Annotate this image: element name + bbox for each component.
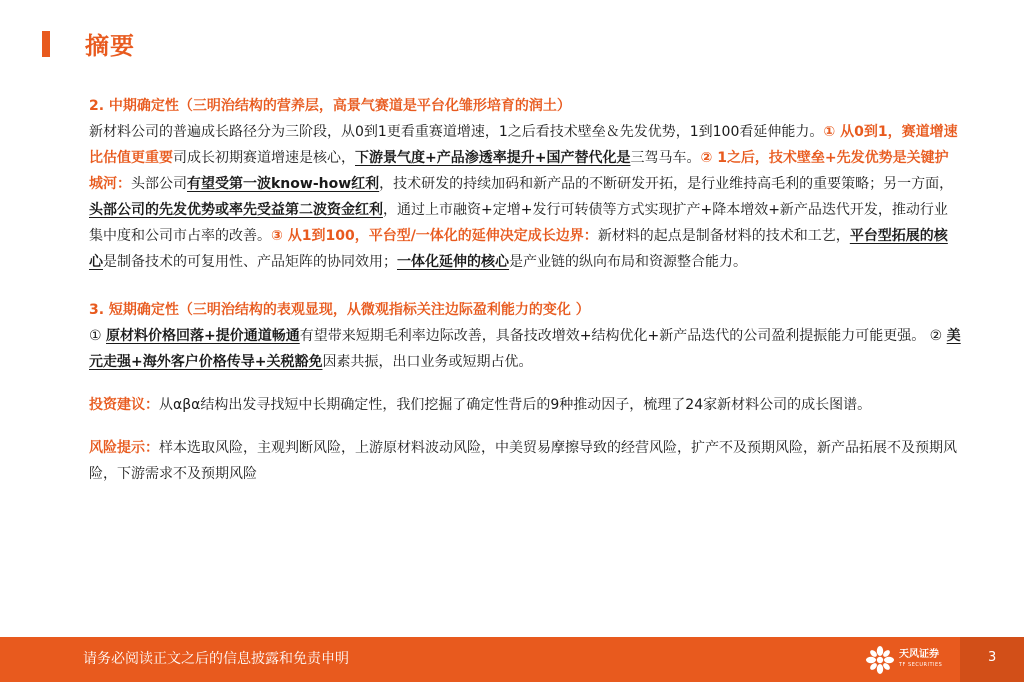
brand-name-en: TF SECURITIES	[899, 662, 943, 668]
footer-bar	[0, 637, 1024, 682]
risk-label: 风险提示：	[89, 440, 159, 456]
section3-paragraph	[89, 323, 961, 375]
disclaimer-text: 请务必阅读正文之后的信息披露和免责申明	[83, 651, 349, 667]
section2-text-1: 新材料公司的普遍成长路径分为三阶段，从0到1更看重赛道增速，1之后看技术壁垒＆先发优势，1到100看延伸能力。	[89, 124, 824, 140]
risk-paragraph	[89, 435, 961, 487]
section3-number-1: ①	[89, 328, 107, 344]
section2-text-3: 三驾马车。	[630, 150, 701, 166]
spacer	[89, 375, 961, 392]
section2-underline-5: 一体化延伸的核心	[397, 254, 509, 270]
risk-text: 样本选取风险，主观判断风险，上游原材料波动风险，中美贸易摩擦导致的经营风险，扩产不及预期风险，新产品拓展不及预期风险，下游需求不及预期风险	[89, 440, 957, 482]
section2-point-3-heading: ③ 从1到100，平台型/一体化的延伸决定成长边界：	[271, 228, 598, 244]
section3-underline-2: 美元走强+海外客户价格传导+关税豁免	[89, 328, 961, 370]
spacer	[89, 418, 961, 435]
section2-text-5: ，技术研发的持续加码和新产品的不断研发开拓，是行业维持高毛利的重要策略；另一方面，	[379, 176, 954, 192]
section2-text-9: 是产业链的纵向布局和资源整合能力。	[509, 254, 747, 270]
advice-text: 从αβα结构出发寻找短中长期确定性，我们挖掘了确定性背后的9种推动因子，梳理了24家新材料公司的成长图谱。	[159, 397, 872, 413]
section3-heading: 3. 短期确定性（三明治结构的表观显现，从微观指标关注边际盈利能力的变化 ）	[89, 302, 590, 318]
page-number: 3	[988, 650, 997, 665]
page-title: 摘要	[85, 32, 135, 60]
summary-content	[89, 93, 961, 487]
section3-underline-1: 原材料价格回落+提价通道畅通	[106, 328, 300, 344]
section2-text-6: ，通过上市融资+定增+发行可转债等方式实现扩产+降本增效+新产品迭代开发，推动行业集中度和公司市占率的改善。	[89, 202, 948, 244]
section2-underline-3: 头部公司的先发优势或率先受益第二波资金红利	[89, 202, 383, 218]
section2-heading: 2. 中期确定性（三明治结构的营养层，高景气赛道是平台化雏形培育的润土）	[89, 98, 571, 114]
advice-paragraph	[89, 392, 961, 418]
title-accent-bar	[42, 31, 50, 57]
section2-underline-1: 下游景气度+产品渗透率提升+国产替代化是	[355, 150, 631, 166]
section3-text-1: 有望带来短期毛利率边际改善，具备技改增效+结构优化+新产品迭代的公司盈利提振能力可能更强。	[299, 328, 926, 344]
section2-point-1-heading: ① 从0到1，赛道增速比估值更重要	[89, 124, 958, 166]
section3-text-2: 因素共振，出口业务或短期占优。	[322, 354, 533, 370]
section2-text-2: 司成长初期赛道增速是核心，	[173, 150, 355, 166]
section3-number-2: ②	[925, 328, 947, 344]
section2-text-8: 是制备技术的可复用性、产品矩阵的协同效用；	[103, 254, 397, 270]
tf-securities-logo-icon	[865, 645, 895, 675]
advice-label: 投资建议：	[89, 397, 159, 413]
section2-paragraph	[89, 119, 961, 275]
brand-name	[899, 649, 942, 671]
brand-name-cn: 天风证券	[899, 649, 939, 660]
section2-underline-2: 有望受第一波know-how红利	[187, 176, 380, 192]
section2-text-4: 头部公司	[131, 176, 187, 192]
section2-underline-4: 平台型拓展的核心	[89, 228, 948, 270]
spacer	[89, 275, 961, 297]
section2-text-7: 新材料的起点是制备材料的技术和工艺，	[597, 228, 850, 244]
section2-point-2-heading: ② 1之后，技术壁垒+先发优势是关键护城河：	[89, 150, 949, 192]
